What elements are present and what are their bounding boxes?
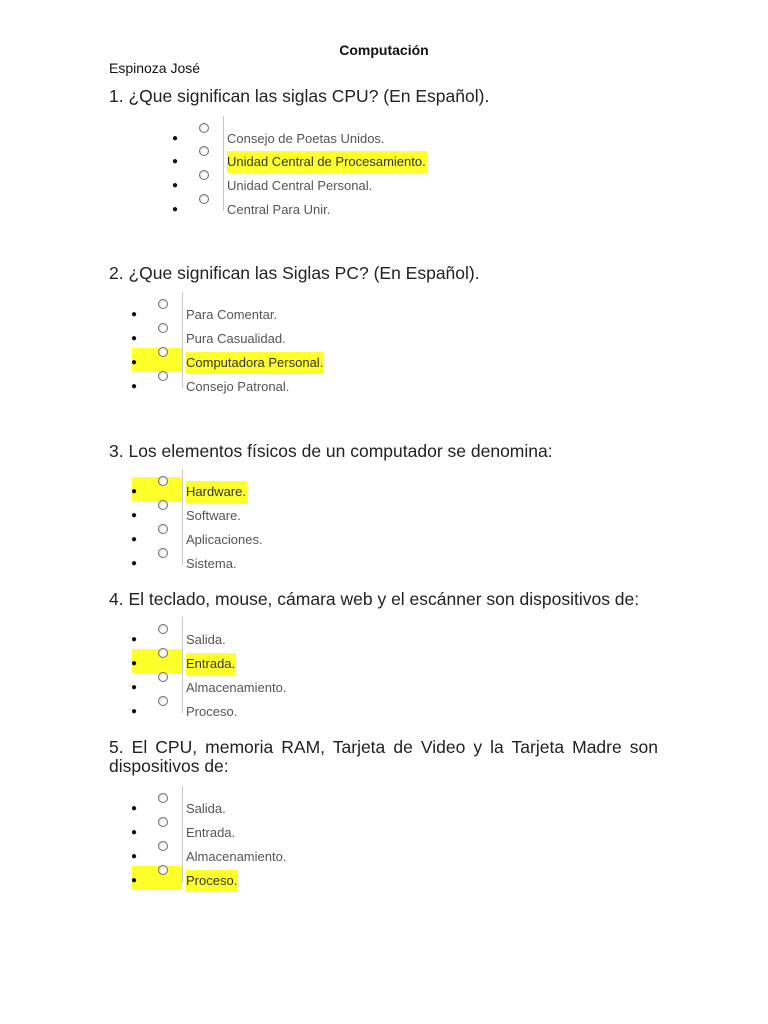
option-label: Aplicaciones.	[186, 532, 263, 547]
divider	[182, 617, 183, 641]
bullet-dot-icon: ●	[172, 133, 179, 144]
divider	[223, 116, 224, 140]
option-label: Consejo Patronal.	[186, 379, 290, 394]
option-label-highlighted: Hardware.	[186, 481, 247, 503]
option-label: Para Comentar.	[186, 307, 278, 322]
option-label: Central Para Unir.	[227, 202, 331, 217]
bullet-dot-icon: ●	[131, 634, 138, 645]
radio-button-icon[interactable]	[158, 476, 168, 486]
bullet-dot-icon: ●	[172, 204, 179, 215]
question-5-text: 5. El CPU, memoria RAM, Tarjeta de Video y la Tarjeta Madre son dispositivos de:	[109, 737, 658, 776]
bullet-dot-icon: ●	[131, 309, 138, 320]
document-title: Computación	[339, 42, 429, 58]
radio-button-icon[interactable]	[158, 624, 168, 634]
option-label: Consejo de Poetas Unidos.	[227, 131, 385, 146]
radio-button-icon[interactable]	[158, 500, 168, 510]
question-4-text: 4. El teclado, mouse, cámara web y el escánner son dispositivos de:	[109, 589, 640, 609]
bullet-dot-icon: ●	[131, 510, 138, 521]
option-label: Almacenamiento.	[186, 680, 287, 695]
radio-button-icon[interactable]	[199, 146, 209, 156]
radio-button-icon[interactable]	[158, 817, 168, 827]
radio-button-icon[interactable]	[158, 548, 168, 558]
divider	[182, 517, 183, 541]
bullet-dot-icon: ●	[131, 333, 138, 344]
author-name: Espinoza José	[109, 60, 201, 76]
bullet-dot-icon: ●	[131, 803, 138, 814]
divider	[182, 469, 183, 493]
option-label: Almacenamiento.	[186, 849, 287, 864]
question-3-text: 3. Los elementos físicos de un computador se denomina:	[109, 441, 553, 461]
radio-button-icon[interactable]	[158, 299, 168, 309]
bullet-dot-icon: ●	[131, 381, 138, 392]
divider	[182, 786, 183, 810]
bullet-dot-icon: ●	[131, 558, 138, 569]
bullet-dot-icon: ●	[131, 357, 138, 368]
radio-button-icon[interactable]	[158, 672, 168, 682]
option-label: Pura Casualidad.	[186, 331, 286, 346]
radio-button-icon[interactable]	[158, 841, 168, 851]
option-label-highlighted: Computadora Personal.	[186, 352, 324, 374]
radio-button-icon[interactable]	[199, 123, 209, 133]
option-label-highlighted: Entrada.	[186, 653, 236, 675]
bullet-dot-icon: ●	[172, 156, 179, 167]
question-2-text: 2. ¿Que significan las Siglas PC? (En Español).	[109, 263, 480, 283]
bullet-dot-icon: ●	[131, 851, 138, 862]
bullet-dot-icon: ●	[131, 706, 138, 717]
bullet-dot-icon: ●	[131, 486, 138, 497]
bullet-dot-icon: ●	[172, 180, 179, 191]
radio-button-icon[interactable]	[158, 696, 168, 706]
divider	[223, 187, 224, 211]
option-label: Proceso.	[186, 704, 238, 719]
question-1-text: 1. ¿Que significan las siglas CPU? (En Español).	[109, 86, 490, 106]
divider	[182, 493, 183, 517]
divider	[182, 340, 183, 364]
option-label: Salida.	[186, 632, 226, 647]
radio-button-icon[interactable]	[199, 194, 209, 204]
divider	[182, 689, 183, 713]
divider	[182, 858, 183, 882]
divider	[223, 139, 224, 163]
divider	[182, 641, 183, 665]
divider	[182, 292, 183, 316]
option-label-highlighted: Unidad Central de Procesamiento.	[227, 151, 427, 173]
bullet-dot-icon: ●	[131, 534, 138, 545]
option-label: Sistema.	[186, 556, 237, 571]
bullet-dot-icon: ●	[131, 682, 138, 693]
divider	[182, 834, 183, 858]
bullet-dot-icon: ●	[131, 875, 138, 886]
highlight-band	[132, 477, 182, 501]
highlight-band	[132, 348, 182, 372]
option-label: Software.	[186, 508, 241, 523]
bullet-dot-icon: ●	[131, 827, 138, 838]
radio-button-icon[interactable]	[158, 524, 168, 534]
radio-button-icon[interactable]	[199, 170, 209, 180]
radio-button-icon[interactable]	[158, 865, 168, 875]
highlight-band	[132, 649, 182, 673]
divider	[182, 364, 183, 388]
divider	[182, 665, 183, 689]
bullet-dot-icon: ●	[131, 658, 138, 669]
divider	[182, 810, 183, 834]
radio-button-icon[interactable]	[158, 323, 168, 333]
divider	[182, 541, 183, 565]
option-label-highlighted: Proceso.	[186, 870, 238, 892]
divider	[223, 163, 224, 187]
option-label: Unidad Central Personal.	[227, 178, 373, 193]
radio-button-icon[interactable]	[158, 371, 168, 381]
radio-button-icon[interactable]	[158, 793, 168, 803]
divider	[182, 316, 183, 340]
radio-button-icon[interactable]	[158, 648, 168, 658]
option-label: Entrada.	[186, 825, 236, 840]
radio-button-icon[interactable]	[158, 347, 168, 357]
option-label: Salida.	[186, 801, 226, 816]
highlight-band	[132, 866, 182, 890]
